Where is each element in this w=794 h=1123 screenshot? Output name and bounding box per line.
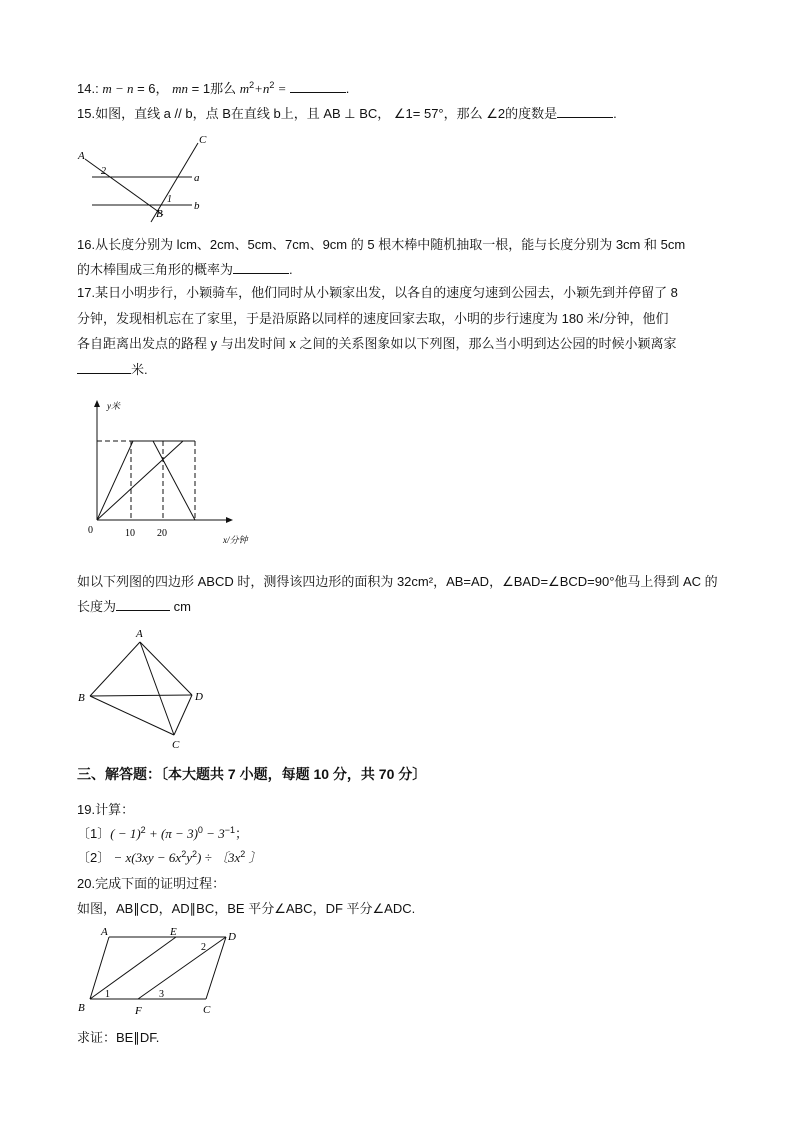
- q14-n2: n: [262, 81, 270, 96]
- q15-end: .: [613, 106, 617, 121]
- q19-p2-b: y: [186, 850, 192, 865]
- label-D: D: [228, 931, 236, 943]
- diagonal-BD: [90, 695, 192, 696]
- figure-17-graph: [85, 398, 265, 548]
- q19-p1-a: ( − 1): [110, 826, 141, 841]
- label-D: D: [195, 691, 203, 703]
- q19-p1-label: 〔1〕: [77, 826, 111, 841]
- section-3-title: 三、解答题：〔本大题共 7 小题，每题 10 分，共 70 分〕: [77, 766, 427, 782]
- q19-p2-c: ) ÷: [197, 850, 215, 865]
- label-C: C: [199, 134, 207, 146]
- q20-prove: 求证：BE∥DF.: [77, 1030, 160, 1045]
- question-19-title: [77, 802, 134, 818]
- xiaoming-walk: [97, 441, 183, 520]
- label-E: E: [170, 926, 177, 938]
- question-16-line-1: [77, 237, 685, 253]
- label-A: A: [136, 628, 143, 640]
- line-AB: [85, 159, 163, 215]
- question-17-line-3: [77, 336, 676, 352]
- q19-p2-label: 〔2〕: [77, 850, 111, 865]
- origin-label: 0: [88, 525, 93, 536]
- q14-minus: −: [111, 81, 127, 96]
- q19-p1-c-sup: −1: [224, 825, 235, 835]
- label-a: a: [194, 172, 200, 184]
- segment-DF: [138, 937, 226, 999]
- question-17-line-1: [77, 285, 678, 301]
- x-tick-10: 10: [125, 528, 135, 539]
- q15-text: 15.如图，直线 a // b，点 B在直线 b上，且 AB ⊥ BC， ∠1= 57°，那么 ∠2的度数是: [77, 106, 558, 121]
- q19-p1-b: + (π − 3): [145, 826, 198, 841]
- question-17-line-4: [77, 361, 148, 378]
- q19-p2-e: 〕: [245, 850, 262, 865]
- angle-3-label: 3: [159, 989, 164, 1000]
- q14-n: n: [126, 81, 134, 96]
- y-axis-arrow: [94, 400, 100, 407]
- question-20-given: [77, 901, 415, 917]
- figure-15: [75, 130, 205, 220]
- x-axis-label: x/分钟: [223, 535, 248, 545]
- q19-p2-a: − x(3xy − 6x: [110, 850, 182, 865]
- q17-line-1: 17.某日小明步行，小颖骑车，他们同时从小颖家出发，以各自的速度匀速到公园去，小颖先到并停留了 8: [77, 285, 678, 300]
- x-tick-20: 20: [157, 528, 167, 539]
- question-20-title: [77, 876, 225, 892]
- question-18-line-1: [77, 574, 718, 590]
- question-15: [77, 105, 617, 122]
- figure-20-parallelogram: [73, 925, 243, 1020]
- q14-plus: +: [254, 81, 263, 96]
- q18-line-2-end: cm: [170, 599, 191, 614]
- q20-given: 如图，AB∥CD，AD∥BC，BE 平分∠ABC，DF 平分∠ADC.: [77, 901, 416, 916]
- q14-end: .: [345, 81, 350, 96]
- q19-p2-b-sup: 2: [192, 849, 198, 859]
- side-DC: [206, 937, 226, 999]
- angle-2-label: 2: [201, 942, 206, 953]
- q14-eq6: = 6，: [133, 81, 169, 96]
- q17-line-2: 分钟，发现相机忘在了家里，于是沿原路以同样的速度回家去取，小明的步行速度为 180 米/分钟，他们: [77, 311, 669, 326]
- figure-18-quadrilateral: [75, 625, 215, 755]
- question-16-line-2: [77, 261, 293, 278]
- question-17-line-2: [77, 311, 669, 327]
- x-axis-arrow: [226, 517, 233, 523]
- q19-title: 19.计算：: [77, 802, 135, 817]
- q19-p2-d-sup: 2: [240, 849, 246, 859]
- side-CD: [174, 695, 192, 735]
- question-18-line-2: [77, 598, 191, 615]
- answer-blank: [116, 598, 170, 611]
- label-A: A: [101, 926, 108, 938]
- q17-line-3: 各自距离出发点的路程 y 与出发时间 x 之间的关系图象如以下列图，那么当小明到达公园的时候小颖离家: [77, 336, 677, 351]
- xiaoying-go: [97, 441, 133, 520]
- answer-blank: [557, 105, 613, 118]
- label-B: B: [78, 692, 85, 704]
- q19-p1-end: ；: [234, 826, 248, 841]
- label-C: C: [172, 739, 180, 751]
- label-B: B: [78, 1002, 85, 1014]
- label-A: A: [78, 150, 85, 162]
- label-b: b: [194, 200, 200, 212]
- angle-2-label: 2: [101, 166, 106, 177]
- y-axis-label: y米: [107, 401, 120, 411]
- q19-p2-d: 〔3x: [214, 850, 241, 865]
- q18-line-2: 长度为: [77, 599, 117, 614]
- q14-mn: mn: [172, 81, 189, 96]
- q17-line-4: 米.: [131, 362, 148, 377]
- question-19-part-2: [77, 850, 262, 867]
- q20-title: 20.完成下面的证明过程：: [77, 876, 226, 891]
- side-AD: [140, 642, 192, 695]
- q14-eq: =: [274, 81, 290, 96]
- q18-line-1: 如以下列图的四边形 ABCD 时，测得该四边形的面积为 32cm²，AB=AD，∠BAD=∠BCD=90°他马上得到 AC 的: [77, 574, 718, 589]
- label-B: B: [156, 208, 163, 220]
- q14-eq1: = 1那么: [188, 81, 240, 96]
- q19-p2-a-sup: 2: [181, 849, 187, 859]
- answer-blank: [77, 361, 131, 374]
- question-14: [77, 80, 349, 98]
- side-AB: [90, 642, 140, 696]
- angle-1-label: 1: [167, 194, 172, 205]
- q19-p1-a-sup: 2: [140, 825, 146, 835]
- question-19-part-1: [77, 826, 248, 843]
- q14-m: m: [102, 81, 112, 96]
- q19-p1-c: − 3: [202, 826, 225, 841]
- question-20-prove: [77, 1030, 159, 1046]
- q14-label: 14.:: [77, 81, 99, 96]
- angle-1-label: 1: [105, 989, 110, 1000]
- answer-blank: [233, 261, 289, 274]
- q14-m2: m: [239, 81, 250, 96]
- q16-line-2: 的木棒围成三角形的概率为: [77, 262, 234, 277]
- q19-p1-b-sup: 0: [197, 825, 203, 835]
- q14-sup: 2: [269, 80, 275, 90]
- q16-end: .: [289, 262, 293, 277]
- xiaoying-return: [153, 441, 195, 520]
- label-C: C: [203, 1004, 211, 1016]
- q14-sup: 2: [249, 80, 255, 90]
- q16-line-1: 16.从长度分别为 lcm、2cm、5cm、7cm、9cm 的 5 根木棒中随机抽取一根，能与长度分别为 3cm 和 5cm: [77, 237, 686, 252]
- label-F: F: [135, 1005, 142, 1017]
- answer-blank: [290, 80, 346, 93]
- section-3-heading: [77, 766, 426, 782]
